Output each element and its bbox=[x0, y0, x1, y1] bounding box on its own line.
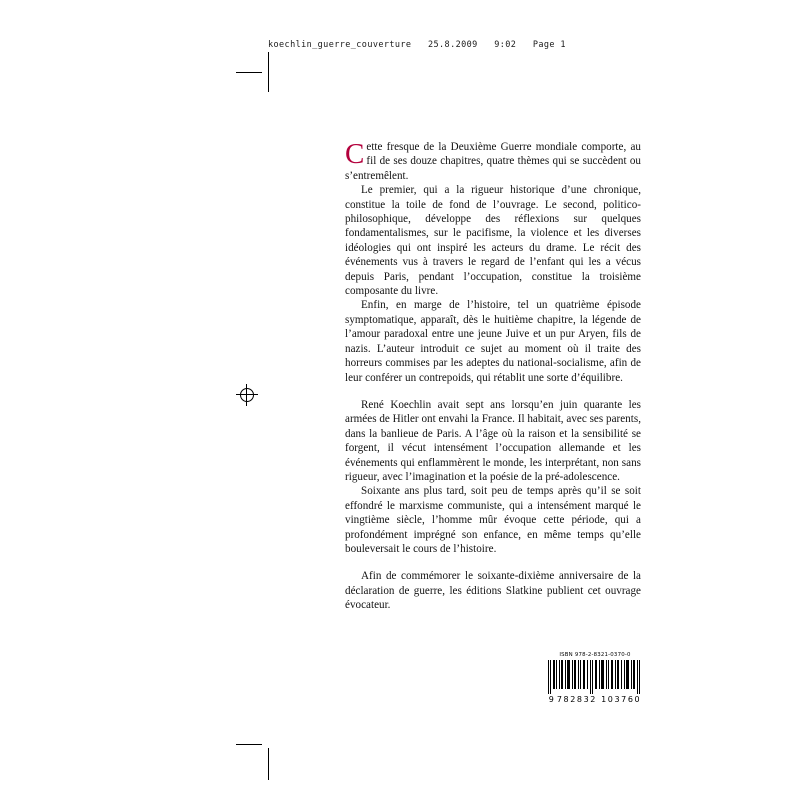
crop-mark-top-left-vertical bbox=[268, 52, 269, 92]
blurb-paragraph-1 bbox=[345, 140, 641, 183]
drop-cap-letter: C bbox=[345, 138, 365, 170]
isbn-text: ISBN 978-2-8321-0370-0 bbox=[559, 652, 631, 658]
barcode-digits bbox=[548, 695, 642, 704]
blurb-paragraph-4: René Koechlin avait sept ans lorsqu’en juin quarante les armées de Hitler ont envahi la France. Il habitait, avec ses parents, dans la banlieue de Paris. A l’âge où la raison et la sensibilité se forgent, il vécut intensément l’occupation allemande et les événements qui enflammèrent le monde, les interprétant, non sans rigueur, avec l’imagination et la poésie de la pré-adolescence. bbox=[345, 398, 641, 483]
registration-mark bbox=[236, 384, 258, 406]
blurb-paragraph-5: Soixante ans plus tard, soit peu de temps après qu’il se soit effondré le marxisme communiste, qui a intensément marqué le vingtième siècle, l’homme mûr évoque cette période, qui a profondément imprégné son enfance, en même temps qu’elle bouleversait le cours de l’histoire. bbox=[345, 485, 641, 555]
barcode-lead-digit: 9 bbox=[548, 695, 555, 704]
crop-mark-top-left-horizontal bbox=[236, 72, 262, 73]
registration-ring bbox=[240, 388, 254, 402]
crop-mark-bottom-left-vertical bbox=[268, 748, 269, 780]
blurb-paragraph-1-text: ette fresque de la Deuxième Guerre mondiale comporte, au fil de ses douze chapitres, quatre thèmes qui se succèdent ou s’entremêlent. bbox=[345, 141, 641, 182]
crop-mark-bottom-left-horizontal bbox=[236, 744, 262, 745]
blurb-paragraph-2: Le premier, qui a la rigueur historique d’une chronique, constitue la toile de fond de l’ouvrage. Le second, politico-philosophique, développe des réflexions sur quelques fondamentalismes, sur le pacifisme, la violence et les diverses idéologies qui ont inspiré les acteurs du drame. Le récit des événements vus à travers le regard de l’enfant qui les a vécus depuis Paris, pendant l’occupation, constitue la troisième composante du livre. bbox=[345, 184, 641, 298]
back-cover-blurb bbox=[345, 140, 641, 613]
registration-horizontal-line bbox=[236, 394, 258, 395]
blurb-paragraph-3: Enfin, en marge de l’histoire, tel un quatrième épisode symptomatique, apparaît, dès le huitième chapitre, la légende de l’amour paradoxal entre une jeune Juive et un pur Aryen, fils de nazis. L’auteur introduit ce sujet au moment où il traite des horreurs commises par les adeptes du national-socialisme, afin de leur conférer un contrepoids, qui rétablit une sorte d’équilibre. bbox=[345, 299, 641, 384]
print-job-header: koechlin_guerre_couverture 25.8.2009 9:02 Page 1 bbox=[268, 40, 566, 50]
registration-vertical-line bbox=[246, 384, 247, 406]
barcode-image bbox=[548, 660, 642, 694]
blurb-paragraph-6: Afin de commémorer le soixante-dixième anniversaire de la déclaration de guerre, les éditions Slatkine publient cet ouvrage évocateur. bbox=[345, 570, 641, 612]
barcode-main-digits: 782832 103760 bbox=[556, 695, 642, 704]
isbn-barcode-block bbox=[548, 652, 642, 704]
